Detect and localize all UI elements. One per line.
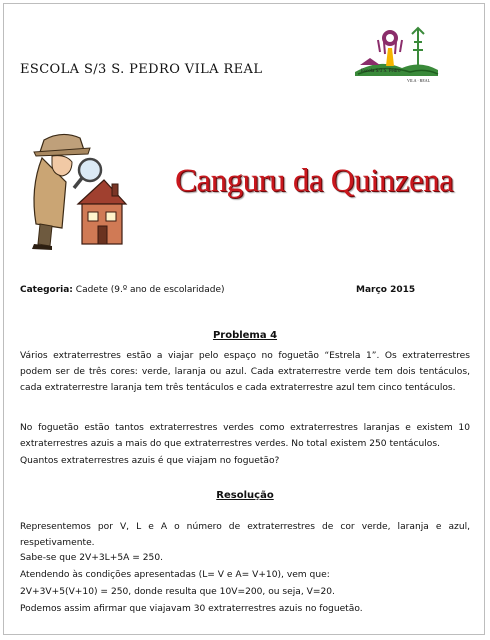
problem-paragraph-2: No foguetão estão tantos extraterrestres verdes como extraterrestres laranjas e existem 10 extraterrestres azuis a mais do que extraterrestres verdes. No total existem 250 tentáculos.	[20, 423, 470, 449]
solution-line-3: 2V+3V+5(V+10) = 250, donde resulta que 10V=200, ou seja, V=20.	[20, 587, 335, 597]
logo-caption: Escola S/3 S. Pedro	[361, 69, 401, 74]
page-title: Canguru da Quinzena	[175, 163, 454, 199]
solution-paragraph-1: Representemos por V, L e A o número de extraterrestres de cor verde, laranja e azul, respetivamente.	[20, 522, 470, 548]
solution-heading: Resolução	[216, 490, 274, 501]
solution-line-4: Podemos assim afirmar que viajavam 30 extraterrestres azuis no foguetão.	[20, 604, 363, 614]
logo-caption-city: VILA · REAL	[407, 78, 431, 83]
solution-line-2: Atendendo às condições apresentadas (L= V e A= V+10), vem que:	[20, 570, 330, 580]
category-value: Cadete (9.º ano de escolaridade)	[75, 285, 225, 295]
problem-question: Quantos extraterrestres azuis é que viajam no foguetão?	[20, 456, 280, 466]
problem-paragraph-1: Vários extraterrestres estão a viajar pelo espaço no foguetão “Estrela 1”. Os extraterrestres podem ser de três cores: verde, laranja ou azul. Cada extraterrestre verde tem dois tentáculos, cada extraterrestre laranja tem três tentáculos e cada extraterrestre azul tem cinco tentáculos.	[20, 351, 470, 393]
detective-house-icon	[22, 128, 130, 254]
date-label: Março 2015	[356, 285, 416, 295]
school-name: ESCOLA S/3 S. PEDRO VILA REAL	[20, 62, 263, 77]
category-label: Categoria:	[20, 285, 73, 295]
solution-line-1: Sabe-se que 2V+3L+5A = 250.	[20, 553, 163, 563]
category-line	[20, 285, 225, 295]
problem-heading: Problema 4	[212, 330, 278, 341]
